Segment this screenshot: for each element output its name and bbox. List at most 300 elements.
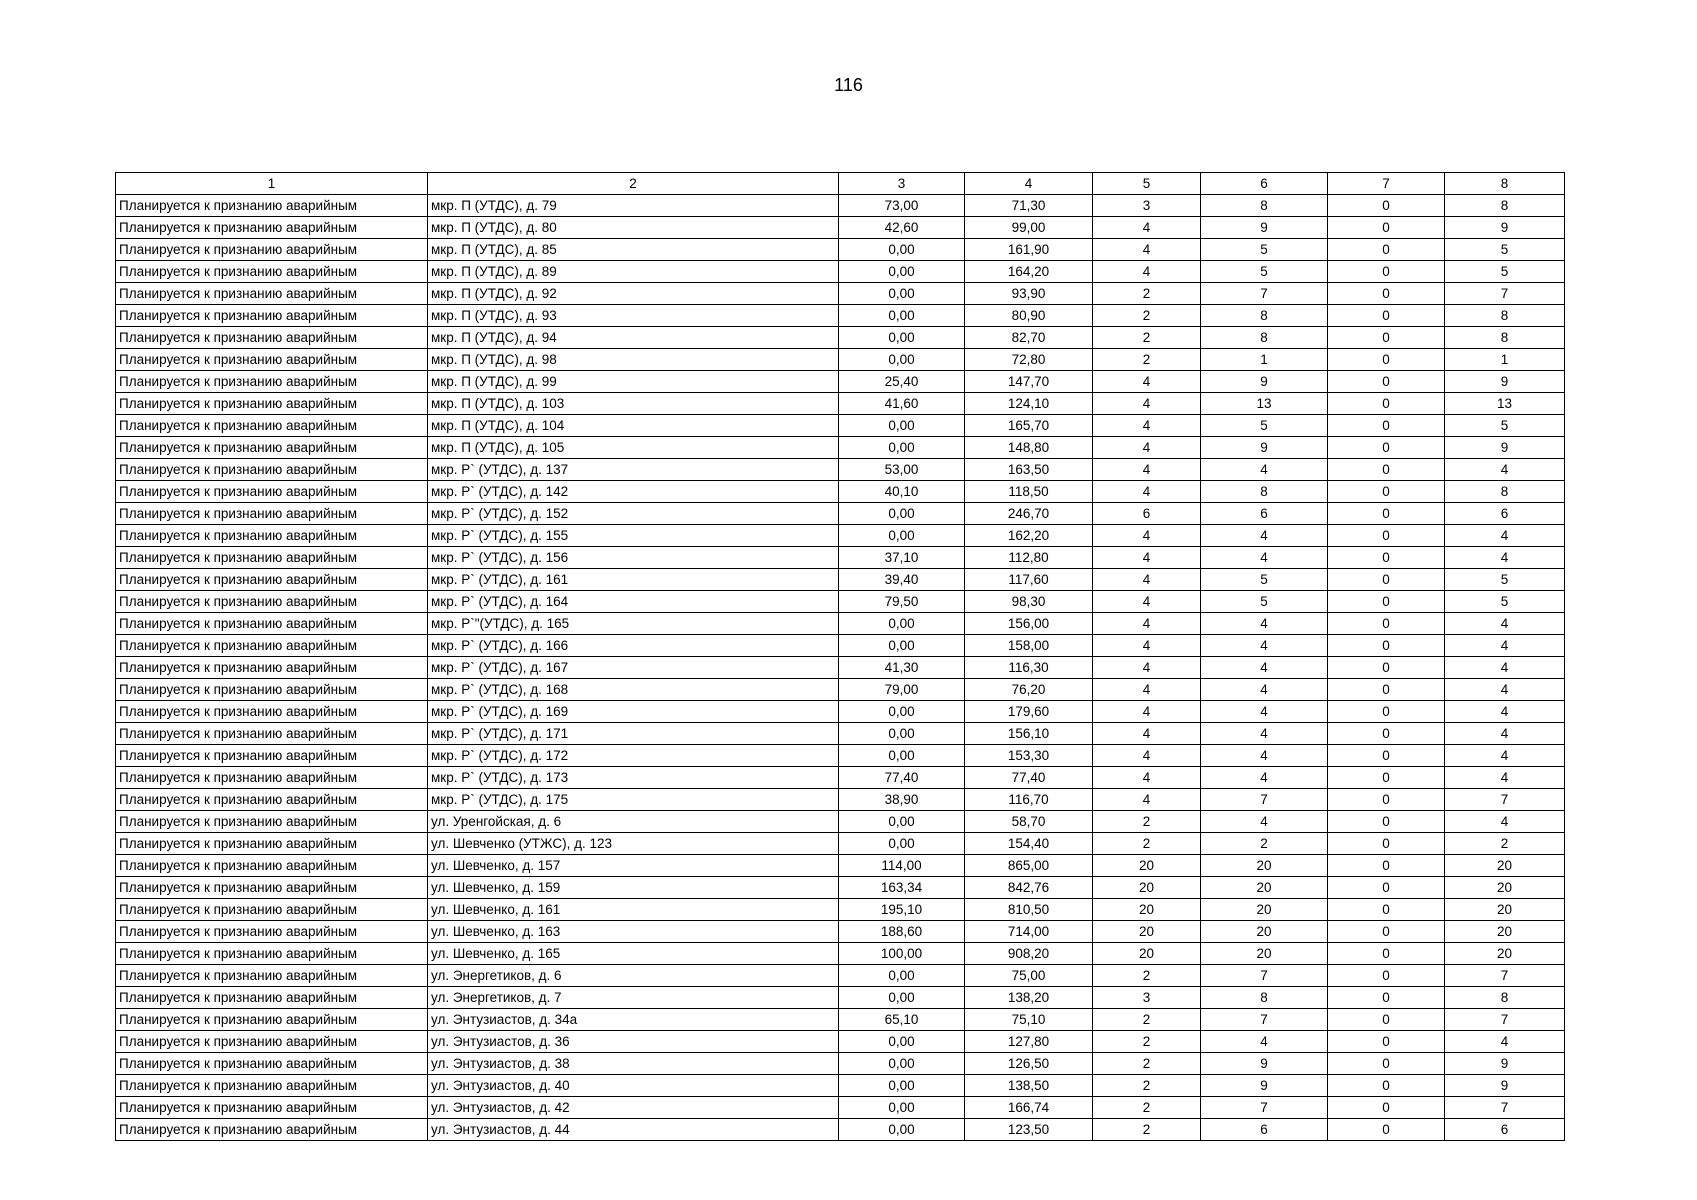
table-cell-col-4: 98,30 [965, 591, 1093, 613]
table-cell-col-4: 156,00 [965, 613, 1093, 635]
table-cell-col-8: 9 [1445, 437, 1565, 459]
table-row [116, 569, 1565, 591]
table-cell-col-2: мкр. П (УТДС), д. 99 [428, 371, 839, 393]
table-cell-col-8: 4 [1445, 525, 1565, 547]
table-cell-col-4: 164,20 [965, 261, 1093, 283]
table-cell-col-3: 188,60 [839, 921, 965, 943]
table-cell-col-2: ул. Энтузиастов, д. 42 [428, 1097, 839, 1119]
table-cell-col-3: 40,10 [839, 481, 965, 503]
table-cell-col-5: 4 [1093, 371, 1201, 393]
table-cell-col-8: 9 [1445, 1053, 1565, 1075]
table-cell-col-2: мкр. Р` (УТДС), д. 175 [428, 789, 839, 811]
column-header-1: 1 [116, 173, 428, 195]
table-cell-col-3: 79,00 [839, 679, 965, 701]
table-cell-col-8: 7 [1445, 1009, 1565, 1031]
table-cell-col-6: 20 [1201, 899, 1328, 921]
table-row [116, 525, 1565, 547]
table-cell-col-1: Планируется к признанию аварийным [116, 1119, 428, 1141]
table-cell-col-6: 4 [1201, 1031, 1328, 1053]
table-cell-col-2: мкр. Р` (УТДС), д. 152 [428, 503, 839, 525]
table-cell-col-4: 714,00 [965, 921, 1093, 943]
table-cell-col-4: 179,60 [965, 701, 1093, 723]
table-cell-col-8: 4 [1445, 767, 1565, 789]
table-cell-col-1: Планируется к признанию аварийным [116, 195, 428, 217]
table-cell-col-7: 0 [1328, 635, 1445, 657]
table-cell-col-7: 0 [1328, 789, 1445, 811]
table-cell-col-4: 156,10 [965, 723, 1093, 745]
table-cell-col-6: 5 [1201, 415, 1328, 437]
table-cell-col-7: 0 [1328, 591, 1445, 613]
table-cell-col-2: мкр. Р` (УТДС), д. 156 [428, 547, 839, 569]
table-cell-col-6: 5 [1201, 569, 1328, 591]
table-cell-col-3: 0,00 [839, 437, 965, 459]
table-row [116, 547, 1565, 569]
table-cell-col-4: 93,90 [965, 283, 1093, 305]
table-cell-col-8: 4 [1445, 547, 1565, 569]
table-cell-col-5: 4 [1093, 547, 1201, 569]
table-row [116, 745, 1565, 767]
table-cell-col-5: 2 [1093, 305, 1201, 327]
table-cell-col-1: Планируется к признанию аварийным [116, 349, 428, 371]
table-cell-col-1: Планируется к признанию аварийным [116, 987, 428, 1009]
table-cell-col-3: 0,00 [839, 987, 965, 1009]
column-header-5: 5 [1093, 173, 1201, 195]
table-cell-col-1: Планируется к признанию аварийным [116, 657, 428, 679]
table-cell-col-5: 6 [1093, 503, 1201, 525]
table-cell-col-8: 8 [1445, 481, 1565, 503]
table-cell-col-5: 4 [1093, 217, 1201, 239]
table-cell-col-6: 9 [1201, 1053, 1328, 1075]
table-cell-col-1: Планируется к признанию аварийным [116, 547, 428, 569]
table-cell-col-7: 0 [1328, 701, 1445, 723]
table-cell-col-5: 4 [1093, 767, 1201, 789]
table-cell-col-4: 117,60 [965, 569, 1093, 591]
table-cell-col-8: 6 [1445, 1119, 1565, 1141]
table-cell-col-7: 0 [1328, 415, 1445, 437]
table-cell-col-6: 7 [1201, 965, 1328, 987]
table-cell-col-4: 138,20 [965, 987, 1093, 1009]
table-cell-col-4: 148,80 [965, 437, 1093, 459]
table-row [116, 943, 1565, 965]
table-cell-col-2: мкр. П (УТДС), д. 105 [428, 437, 839, 459]
table-cell-col-8: 5 [1445, 591, 1565, 613]
table-cell-col-4: 138,50 [965, 1075, 1093, 1097]
table-cell-col-5: 4 [1093, 657, 1201, 679]
table-cell-col-1: Планируется к признанию аварийным [116, 745, 428, 767]
table-cell-col-5: 2 [1093, 1053, 1201, 1075]
table-cell-col-8: 4 [1445, 635, 1565, 657]
table-cell-col-5: 2 [1093, 1009, 1201, 1031]
table-cell-col-3: 0,00 [839, 349, 965, 371]
table-cell-col-2: мкр. П (УТДС), д. 104 [428, 415, 839, 437]
table-cell-col-7: 0 [1328, 481, 1445, 503]
table-cell-col-3: 163,34 [839, 877, 965, 899]
table-cell-col-6: 4 [1201, 657, 1328, 679]
table-row [116, 833, 1565, 855]
table-cell-col-1: Планируется к признанию аварийным [116, 877, 428, 899]
table-cell-col-1: Планируется к признанию аварийным [116, 261, 428, 283]
table-cell-col-7: 0 [1328, 1119, 1445, 1141]
table-row [116, 283, 1565, 305]
table-cell-col-6: 7 [1201, 283, 1328, 305]
table-cell-col-5: 2 [1093, 1075, 1201, 1097]
table-cell-col-6: 6 [1201, 1119, 1328, 1141]
table-cell-col-8: 7 [1445, 1097, 1565, 1119]
table-cell-col-5: 2 [1093, 1097, 1201, 1119]
table-cell-col-1: Планируется к признанию аварийным [116, 833, 428, 855]
table-cell-col-4: 118,50 [965, 481, 1093, 503]
table-cell-col-4: 112,80 [965, 547, 1093, 569]
table-cell-col-1: Планируется к признанию аварийным [116, 1031, 428, 1053]
table-cell-col-7: 0 [1328, 767, 1445, 789]
table-cell-col-3: 0,00 [839, 833, 965, 855]
table-cell-col-6: 4 [1201, 679, 1328, 701]
table-cell-col-8: 8 [1445, 327, 1565, 349]
table-cell-col-8: 5 [1445, 239, 1565, 261]
table-cell-col-6: 8 [1201, 305, 1328, 327]
table-cell-col-1: Планируется к признанию аварийным [116, 283, 428, 305]
table-cell-col-2: ул. Шевченко, д. 163 [428, 921, 839, 943]
table-cell-col-2: мкр. П (УТДС), д. 92 [428, 283, 839, 305]
table-cell-col-6: 7 [1201, 1097, 1328, 1119]
table-cell-col-6: 4 [1201, 767, 1328, 789]
table-cell-col-6: 7 [1201, 789, 1328, 811]
table-cell-col-7: 0 [1328, 503, 1445, 525]
table-cell-col-5: 2 [1093, 833, 1201, 855]
table-cell-col-2: ул. Шевченко, д. 165 [428, 943, 839, 965]
table-cell-col-2: мкр. Р` (УТДС), д. 137 [428, 459, 839, 481]
table-cell-col-1: Планируется к признанию аварийным [116, 327, 428, 349]
table-cell-col-8: 4 [1445, 679, 1565, 701]
table-row [116, 1097, 1565, 1119]
table-cell-col-5: 4 [1093, 745, 1201, 767]
table-cell-col-6: 5 [1201, 239, 1328, 261]
table-cell-col-4: 75,10 [965, 1009, 1093, 1031]
table-cell-col-8: 4 [1445, 745, 1565, 767]
table-row [116, 899, 1565, 921]
table-cell-col-6: 20 [1201, 943, 1328, 965]
table-cell-col-8: 2 [1445, 833, 1565, 855]
table-cell-col-1: Планируется к признанию аварийным [116, 723, 428, 745]
table-cell-col-1: Планируется к признанию аварийным [116, 459, 428, 481]
table-cell-col-6: 4 [1201, 701, 1328, 723]
table-row [116, 657, 1565, 679]
table-cell-col-3: 0,00 [839, 503, 965, 525]
table-row [116, 811, 1565, 833]
table-cell-col-3: 65,10 [839, 1009, 965, 1031]
table-row [116, 877, 1565, 899]
table-cell-col-7: 0 [1328, 965, 1445, 987]
table-cell-col-5: 2 [1093, 1031, 1201, 1053]
table-cell-col-4: 76,20 [965, 679, 1093, 701]
table-cell-col-7: 0 [1328, 613, 1445, 635]
table-cell-col-4: 72,80 [965, 349, 1093, 371]
table-cell-col-5: 4 [1093, 481, 1201, 503]
table-cell-col-2: ул. Энтузиастов, д. 38 [428, 1053, 839, 1075]
table-cell-col-4: 75,00 [965, 965, 1093, 987]
table-cell-col-6: 8 [1201, 481, 1328, 503]
column-header-7: 7 [1328, 173, 1445, 195]
table-cell-col-5: 4 [1093, 591, 1201, 613]
table-cell-col-1: Планируется к признанию аварийным [116, 371, 428, 393]
table-cell-col-2: мкр. П (УТДС), д. 79 [428, 195, 839, 217]
table-cell-col-8: 9 [1445, 217, 1565, 239]
table-cell-col-1: Планируется к признанию аварийным [116, 1075, 428, 1097]
table-cell-col-8: 4 [1445, 613, 1565, 635]
table-cell-col-5: 4 [1093, 569, 1201, 591]
table-cell-col-6: 4 [1201, 811, 1328, 833]
table-cell-col-7: 0 [1328, 261, 1445, 283]
table-cell-col-1: Планируется к признанию аварийным [116, 415, 428, 437]
table-cell-col-2: мкр. П (УТДС), д. 98 [428, 349, 839, 371]
table-cell-col-6: 9 [1201, 371, 1328, 393]
table-cell-col-4: 116,70 [965, 789, 1093, 811]
table-cell-col-5: 2 [1093, 965, 1201, 987]
table-cell-col-4: 162,20 [965, 525, 1093, 547]
table-cell-col-2: ул. Уренгойская, д. 6 [428, 811, 839, 833]
table-cell-col-6: 5 [1201, 591, 1328, 613]
table-cell-col-6: 4 [1201, 547, 1328, 569]
table-cell-col-7: 0 [1328, 657, 1445, 679]
table-cell-col-2: мкр. Р` (УТДС), д. 166 [428, 635, 839, 657]
table-cell-col-2: мкр. Р` (УТДС), д. 173 [428, 767, 839, 789]
table-cell-col-8: 8 [1445, 987, 1565, 1009]
data-table [115, 172, 1565, 1141]
table-cell-col-2: ул. Энтузиастов, д. 40 [428, 1075, 839, 1097]
table-cell-col-2: мкр. П (УТДС), д. 80 [428, 217, 839, 239]
table-cell-col-5: 4 [1093, 701, 1201, 723]
table-cell-col-2: мкр. Р` (УТДС), д. 155 [428, 525, 839, 547]
table-cell-col-5: 4 [1093, 261, 1201, 283]
table-cell-col-4: 165,70 [965, 415, 1093, 437]
table-cell-col-1: Планируется к признанию аварийным [116, 701, 428, 723]
table-cell-col-4: 908,20 [965, 943, 1093, 965]
table-cell-col-3: 0,00 [839, 1119, 965, 1141]
table-cell-col-6: 1 [1201, 349, 1328, 371]
table-cell-col-7: 0 [1328, 525, 1445, 547]
table-cell-col-3: 0,00 [839, 415, 965, 437]
table-cell-col-4: 154,40 [965, 833, 1093, 855]
table-cell-col-2: ул. Энтузиастов, д. 34а [428, 1009, 839, 1031]
table-cell-col-5: 2 [1093, 1119, 1201, 1141]
table-cell-col-7: 0 [1328, 547, 1445, 569]
table-cell-col-3: 0,00 [839, 965, 965, 987]
table-cell-col-3: 0,00 [839, 327, 965, 349]
table-cell-col-1: Планируется к признанию аварийным [116, 921, 428, 943]
table-row [116, 195, 1565, 217]
table-cell-col-5: 4 [1093, 635, 1201, 657]
table-cell-col-1: Планируется к признанию аварийным [116, 855, 428, 877]
table-cell-col-1: Планируется к признанию аварийным [116, 965, 428, 987]
table-cell-col-5: 2 [1093, 811, 1201, 833]
table-cell-col-5: 3 [1093, 987, 1201, 1009]
table-cell-col-5: 4 [1093, 613, 1201, 635]
table-cell-col-1: Планируется к признанию аварийным [116, 591, 428, 613]
table-cell-col-7: 0 [1328, 349, 1445, 371]
table-row [116, 437, 1565, 459]
table-cell-col-8: 9 [1445, 371, 1565, 393]
table-cell-col-7: 0 [1328, 811, 1445, 833]
table-cell-col-5: 4 [1093, 525, 1201, 547]
page-number: 116 [834, 75, 863, 95]
table-cell-col-6: 13 [1201, 393, 1328, 415]
table-cell-col-8: 20 [1445, 855, 1565, 877]
table-cell-col-3: 0,00 [839, 635, 965, 657]
table-cell-col-2: мкр. Р` (УТДС), д. 161 [428, 569, 839, 591]
table-row [116, 1075, 1565, 1097]
table-row [116, 723, 1565, 745]
table-cell-col-7: 0 [1328, 569, 1445, 591]
table-cell-col-2: мкр. П (УТДС), д. 103 [428, 393, 839, 415]
table-cell-col-1: Планируется к признанию аварийным [116, 1009, 428, 1031]
table-cell-col-7: 0 [1328, 1097, 1445, 1119]
table-cell-col-1: Планируется к признанию аварийным [116, 635, 428, 657]
table-row [116, 217, 1565, 239]
table-row [116, 591, 1565, 613]
table-cell-col-1: Планируется к признанию аварийным [116, 789, 428, 811]
table-cell-col-8: 8 [1445, 195, 1565, 217]
table-cell-col-3: 38,90 [839, 789, 965, 811]
table-cell-col-6: 4 [1201, 745, 1328, 767]
table-cell-col-3: 25,40 [839, 371, 965, 393]
column-header-4: 4 [965, 173, 1093, 195]
table-cell-col-7: 0 [1328, 1009, 1445, 1031]
table-cell-col-3: 0,00 [839, 613, 965, 635]
table-cell-col-3: 77,40 [839, 767, 965, 789]
table-cell-col-1: Планируется к признанию аварийным [116, 393, 428, 415]
table-cell-col-4: 153,30 [965, 745, 1093, 767]
table-row [116, 305, 1565, 327]
table-cell-col-1: Планируется к признанию аварийным [116, 679, 428, 701]
table-cell-col-2: мкр. П (УТДС), д. 93 [428, 305, 839, 327]
table-row [116, 635, 1565, 657]
table-cell-col-2: мкр. П (УТДС), д. 89 [428, 261, 839, 283]
table-cell-col-2: ул. Шевченко, д. 161 [428, 899, 839, 921]
table-cell-col-2: ул. Энергетиков, д. 7 [428, 987, 839, 1009]
table-cell-col-5: 20 [1093, 899, 1201, 921]
table-cell-col-3: 0,00 [839, 261, 965, 283]
table-cell-col-8: 4 [1445, 1031, 1565, 1053]
table-cell-col-5: 20 [1093, 855, 1201, 877]
table-cell-col-6: 8 [1201, 987, 1328, 1009]
table-cell-col-4: 163,50 [965, 459, 1093, 481]
table-cell-col-4: 842,76 [965, 877, 1093, 899]
table-cell-col-4: 161,90 [965, 239, 1093, 261]
table-cell-col-7: 0 [1328, 371, 1445, 393]
table-row [116, 459, 1565, 481]
table-cell-col-7: 0 [1328, 305, 1445, 327]
table-cell-col-6: 8 [1201, 327, 1328, 349]
table-row [116, 371, 1565, 393]
table-cell-col-2: мкр. Р` (УТДС), д. 142 [428, 481, 839, 503]
table-cell-col-8: 4 [1445, 811, 1565, 833]
table-row [116, 327, 1565, 349]
table-row [116, 767, 1565, 789]
table-cell-col-5: 20 [1093, 877, 1201, 899]
table-cell-col-8: 20 [1445, 877, 1565, 899]
table-cell-col-5: 2 [1093, 327, 1201, 349]
table-cell-col-3: 0,00 [839, 305, 965, 327]
table-header-row [116, 173, 1565, 195]
table-cell-col-5: 4 [1093, 239, 1201, 261]
table-cell-col-4: 58,70 [965, 811, 1093, 833]
column-header-8: 8 [1445, 173, 1565, 195]
table-cell-col-4: 158,00 [965, 635, 1093, 657]
table-cell-col-7: 0 [1328, 1053, 1445, 1075]
table-cell-col-2: ул. Энергетиков, д. 6 [428, 965, 839, 987]
table-cell-col-8: 7 [1445, 283, 1565, 305]
table-cell-col-3: 37,10 [839, 547, 965, 569]
table-cell-col-2: мкр. Р` (УТДС), д. 168 [428, 679, 839, 701]
table-cell-col-5: 4 [1093, 459, 1201, 481]
table-cell-col-6: 4 [1201, 459, 1328, 481]
table-cell-col-8: 13 [1445, 393, 1565, 415]
table-cell-col-7: 0 [1328, 239, 1445, 261]
table-cell-col-8: 20 [1445, 899, 1565, 921]
table-cell-col-3: 73,00 [839, 195, 965, 217]
table-cell-col-5: 4 [1093, 789, 1201, 811]
table-cell-col-3: 0,00 [839, 1075, 965, 1097]
table-cell-col-6: 9 [1201, 217, 1328, 239]
table-cell-col-7: 0 [1328, 327, 1445, 349]
table-cell-col-7: 0 [1328, 745, 1445, 767]
table-cell-col-2: мкр. Р` (УТДС), д. 167 [428, 657, 839, 679]
table-cell-col-1: Планируется к признанию аварийным [116, 569, 428, 591]
table-cell-col-4: 99,00 [965, 217, 1093, 239]
table-row [116, 965, 1565, 987]
table-row [116, 503, 1565, 525]
table-cell-col-1: Планируется к признанию аварийным [116, 767, 428, 789]
table-cell-col-2: мкр. П (УТДС), д. 85 [428, 239, 839, 261]
table-cell-col-5: 4 [1093, 415, 1201, 437]
table-cell-col-8: 20 [1445, 921, 1565, 943]
table-cell-col-7: 0 [1328, 877, 1445, 899]
table-cell-col-3: 0,00 [839, 1097, 965, 1119]
table-cell-col-1: Планируется к признанию аварийным [116, 305, 428, 327]
table-cell-col-5: 20 [1093, 943, 1201, 965]
table-cell-col-7: 0 [1328, 393, 1445, 415]
table-cell-col-6: 6 [1201, 503, 1328, 525]
table-row [116, 393, 1565, 415]
table-cell-col-6: 20 [1201, 877, 1328, 899]
table-cell-col-4: 124,10 [965, 393, 1093, 415]
table-cell-col-8: 4 [1445, 723, 1565, 745]
table-cell-col-1: Планируется к признанию аварийным [116, 437, 428, 459]
table-cell-col-6: 4 [1201, 723, 1328, 745]
table-row [116, 415, 1565, 437]
table-cell-col-1: Планируется к признанию аварийным [116, 239, 428, 261]
table-cell-col-4: 166,74 [965, 1097, 1093, 1119]
table-cell-col-6: 8 [1201, 195, 1328, 217]
table-cell-col-5: 2 [1093, 283, 1201, 305]
table-cell-col-4: 77,40 [965, 767, 1093, 789]
table-cell-col-2: мкр. Р` (УТДС), д. 164 [428, 591, 839, 613]
table-cell-col-8: 7 [1445, 965, 1565, 987]
table-cell-col-6: 9 [1201, 1075, 1328, 1097]
table-cell-col-2: мкр. Р` (УТДС), д. 169 [428, 701, 839, 723]
table-cell-col-2: мкр. Р`"(УТДС), д. 165 [428, 613, 839, 635]
table-cell-col-3: 42,60 [839, 217, 965, 239]
table-cell-col-3: 0,00 [839, 723, 965, 745]
table-row [116, 261, 1565, 283]
table-cell-col-3: 53,00 [839, 459, 965, 481]
table-cell-col-3: 100,00 [839, 943, 965, 965]
table-cell-col-3: 79,50 [839, 591, 965, 613]
table-cell-col-5: 4 [1093, 437, 1201, 459]
table-row [116, 855, 1565, 877]
table-row [116, 239, 1565, 261]
table-row [116, 789, 1565, 811]
